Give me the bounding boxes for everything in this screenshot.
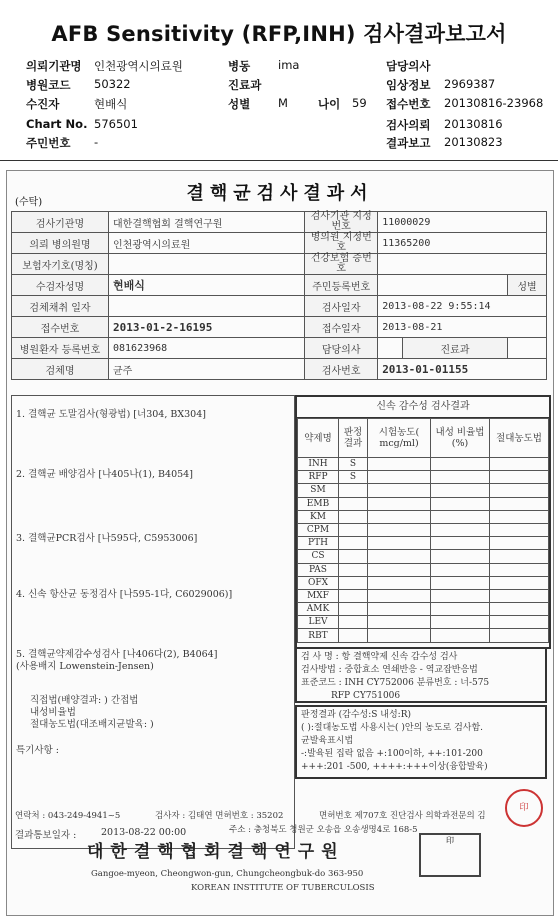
drug-result	[339, 497, 368, 510]
drug-result	[339, 563, 368, 576]
cell-value	[378, 338, 403, 359]
empty-cell	[490, 550, 549, 563]
interp-line: 균발육표시법	[301, 736, 354, 746]
drug-name: INH	[298, 458, 339, 471]
empty-cell	[368, 537, 431, 550]
cell-value: 2013-01-01155	[378, 359, 547, 380]
header-value: ima	[278, 58, 300, 72]
drug-name: OFX	[298, 576, 339, 589]
header-label: 병원코드	[26, 78, 71, 92]
empty-cell	[490, 616, 549, 629]
empty-cell	[431, 484, 490, 497]
empty-cell	[431, 458, 490, 471]
col-header: 내성 비율법(%)	[431, 419, 490, 458]
form-title: 결핵균검사결과서	[186, 183, 374, 204]
header-label: 의뢰기관명	[26, 59, 82, 73]
col-header: 판정 결과	[339, 419, 368, 458]
header-label: 접수번호	[386, 97, 431, 111]
drug-result: S	[339, 471, 368, 484]
header-value: -	[94, 135, 99, 149]
header-value: 59	[352, 96, 367, 110]
drug-result	[339, 484, 368, 497]
form-tag: (수탁)	[15, 197, 43, 208]
method-line: 검 사 명 : 항 결핵약제 신속 감수성 검사	[301, 652, 458, 662]
empty-cell	[431, 629, 490, 642]
drug-name: RBT	[298, 629, 339, 642]
empty-cell	[490, 603, 549, 616]
cell-value	[109, 254, 305, 275]
header-label: Chart No.	[26, 117, 88, 131]
header-value: 20130823	[444, 135, 503, 149]
header-value: 20130816	[444, 117, 503, 131]
cell-label: 검체채취 일자	[12, 296, 109, 317]
empty-cell	[368, 523, 431, 536]
empty-cell	[490, 629, 549, 642]
seal-stamp: 印	[505, 789, 543, 827]
cell-value: 대한결핵협회 결핵연구원	[109, 212, 305, 233]
header-label: 나이	[318, 97, 341, 111]
empty-cell	[490, 458, 549, 471]
empty-cell	[431, 497, 490, 510]
method-line: RFP CY751006	[331, 691, 401, 701]
header-value: 인천광역시의료원	[94, 59, 183, 73]
table-row	[298, 537, 549, 550]
empty-cell	[368, 563, 431, 576]
header-value: 50322	[94, 77, 131, 91]
cell-value: 2013-01-2-16195	[109, 317, 305, 338]
empty-cell	[431, 523, 490, 536]
report-title: AFB Sensitivity (RFP,INH) 검사결과보고서	[51, 22, 507, 46]
cell-label: 접수번호	[12, 317, 109, 338]
drug-result	[339, 629, 368, 642]
header-value: 576501	[94, 117, 138, 131]
scanned-report-form	[6, 170, 554, 916]
drug-name: MXF	[298, 589, 339, 602]
empty-cell	[431, 537, 490, 550]
header-value: 20130816-23968	[444, 96, 544, 110]
drug-name: PAS	[298, 563, 339, 576]
table-row	[298, 616, 549, 629]
license-text: 면허번호 제707호 진단검사 의학과전문의 김	[319, 811, 486, 821]
drug-result	[339, 589, 368, 602]
cell-value: 2013-08-22 9:55:14	[378, 296, 547, 317]
empty-cell	[368, 458, 431, 471]
empty-cell	[431, 576, 490, 589]
drug-name: AMK	[298, 603, 339, 616]
empty-cell	[368, 510, 431, 523]
drug-result	[339, 550, 368, 563]
table-row	[298, 471, 549, 484]
cell-label: 병원환자 등록번호	[12, 338, 109, 359]
cell-value: 균주	[109, 359, 305, 380]
header-label: 주민번호	[26, 136, 71, 150]
method-line: 표준코드 : INH CY752006 분류번호 : 너-575	[301, 678, 490, 688]
empty-cell	[431, 510, 490, 523]
header-label: 수진자	[26, 97, 60, 111]
interp-line: ( ):절대농도법 사용시는( )안의 농도로 검사함.	[301, 723, 484, 733]
table-row	[298, 589, 549, 602]
cell-label: 진료과	[403, 338, 508, 359]
drug-result: S	[339, 458, 368, 471]
cell-value: 인천광역시의료원	[109, 233, 305, 254]
empty-cell	[431, 603, 490, 616]
cell-label: 보험자기호(명칭)	[12, 254, 109, 275]
header-label: 병동	[228, 59, 251, 73]
drug-name: RFP	[298, 471, 339, 484]
cell-label: 주민등록번호	[305, 275, 378, 296]
english-address: Gangoe-myeon, Cheongwon-gun, Chungcheongbuk-do 363-950	[91, 869, 364, 879]
empty-cell	[368, 603, 431, 616]
cell-value	[378, 275, 508, 296]
empty-cell	[431, 616, 490, 629]
empty-cell	[431, 563, 490, 576]
col-header: 시험농도( mcg/ml)	[368, 419, 431, 458]
empty-cell	[490, 589, 549, 602]
empty-cell	[368, 550, 431, 563]
english-name: KOREAN INSTITUTE OF TUBERCULOSIS	[191, 883, 375, 893]
table-row	[298, 458, 549, 471]
empty-cell	[490, 563, 549, 576]
empty-cell	[368, 471, 431, 484]
drug-result	[339, 523, 368, 536]
cell-value	[109, 296, 305, 317]
contact-text: 연락처 : 043-249-4941~5	[15, 811, 121, 821]
drug-result	[339, 603, 368, 616]
cell-value: 081623968	[109, 338, 305, 359]
empty-cell	[368, 484, 431, 497]
empty-cell	[490, 510, 549, 523]
test-items-section	[11, 395, 295, 849]
drug-name: CS	[298, 550, 339, 563]
table-row	[298, 563, 549, 576]
empty-cell	[368, 616, 431, 629]
test-item: 직접법(배양결과: ) 간접법	[30, 695, 139, 706]
cell-value: 11000029	[378, 212, 547, 233]
empty-cell	[490, 537, 549, 550]
table-row	[298, 550, 549, 563]
interp-line: +++:201 -500, ++++:+++이상(융합발육)	[301, 762, 488, 772]
drug-name: LEV	[298, 616, 339, 629]
col-header: 절대농도법	[490, 419, 549, 458]
cell-label: 의뢰 병의원명	[12, 233, 109, 254]
drug-name: PTH	[298, 537, 339, 550]
cell-value: 2013-08-21	[378, 317, 547, 338]
cell-label: 수검자성명	[12, 275, 109, 296]
empty-cell	[431, 471, 490, 484]
empty-cell	[368, 589, 431, 602]
empty-cell	[431, 550, 490, 563]
cell-value: 11365200	[378, 233, 547, 254]
interp-line: -:발육된 집락 없음 +:100이하, ++:101-200	[301, 749, 483, 759]
drug-name: EMB	[298, 497, 339, 510]
col-header: 약제명	[298, 419, 339, 458]
test-item: 2. 결핵균 배양검사 [나405나(1), B4054]	[16, 469, 193, 480]
drug-result	[339, 576, 368, 589]
header-label: 검사의뢰	[386, 118, 431, 132]
cell-value: 현배식	[109, 275, 305, 296]
empty-cell	[490, 471, 549, 484]
report-date-label: 결과통보일자 :	[15, 830, 77, 841]
empty-cell	[368, 576, 431, 589]
cell-label: 검사번호	[305, 359, 378, 380]
sensitivity-title: 신속 감수성 검사결과	[297, 397, 549, 418]
interpretation-box	[295, 705, 547, 779]
rapid-sensitivity-box	[295, 395, 551, 649]
empty-cell	[490, 484, 549, 497]
drug-result	[339, 510, 368, 523]
empty-cell	[490, 576, 549, 589]
interp-line: 판정결과 (감수성:S 내성:R)	[301, 710, 411, 720]
empty-cell	[368, 497, 431, 510]
empty-cell	[490, 523, 549, 536]
header-label: 성별	[228, 97, 251, 111]
drug-result	[339, 537, 368, 550]
divider	[0, 160, 558, 161]
institute-name: 대한결핵협회결핵연구원	[87, 842, 345, 862]
header-label: 담당의사	[386, 59, 431, 73]
method-line: 검사방법 : 중합효소 연쇄반응 - 역교잡반응법	[301, 665, 478, 675]
drug-name: CPM	[298, 523, 339, 536]
cell-label: 성별	[508, 275, 547, 296]
test-item: 5. 결핵균약제감수성검사 [나406다(2), B4064]	[16, 649, 218, 660]
patient-info-table	[11, 211, 547, 380]
sensitivity-table	[297, 418, 549, 643]
special-notes: 특기사항 :	[16, 745, 59, 756]
header-label: 임상정보	[386, 78, 431, 92]
table-row	[298, 497, 549, 510]
test-item: (사용배지 Lowenstein-Jensen)	[16, 661, 154, 672]
empty-cell	[431, 589, 490, 602]
table-row	[298, 603, 549, 616]
cell-value	[378, 254, 547, 275]
cell-label: 병의원 지정번호	[305, 233, 378, 254]
empty-cell	[368, 629, 431, 642]
drug-result	[339, 616, 368, 629]
header-label: 진료과	[228, 78, 262, 92]
cell-label: 검체명	[12, 359, 109, 380]
cell-label: 검사일자	[305, 296, 378, 317]
cell-label: 건강보험 증번호	[305, 254, 378, 275]
official-stamp: 印	[419, 833, 481, 877]
report-date: 2013-08-22 00:00	[101, 827, 187, 838]
test-item: 3. 결핵균PCR검사 [나595다, C5953006]	[16, 533, 198, 544]
table-row	[298, 484, 549, 497]
header-info	[0, 56, 558, 152]
test-item: 1. 결핵균 도말검사(형광법) [너304, BX304]	[16, 409, 206, 420]
cell-value	[508, 338, 547, 359]
drug-name: SM	[298, 484, 339, 497]
address-text: 주소 : 충청북도 청원군 오송읍 오송생명4로 168-5	[229, 825, 418, 835]
test-item: 4. 신속 항산균 동정검사 [나595-1다, C6029006)]	[16, 589, 233, 600]
cell-label: 담당의사	[305, 338, 378, 359]
test-item: 절대농도법(대조배지균발육: )	[30, 719, 154, 730]
table-row	[298, 576, 549, 589]
table-row	[298, 523, 549, 536]
cell-label: 검사기관명	[12, 212, 109, 233]
examiner-text: 검사자 : 김태연 면허번호 : 35202	[155, 811, 284, 821]
table-row	[298, 510, 549, 523]
empty-cell	[490, 497, 549, 510]
cell-label: 검사기관 지정번호	[305, 212, 378, 233]
table-row	[298, 629, 549, 642]
drug-name: KM	[298, 510, 339, 523]
test-item: 내성비율법	[30, 707, 76, 718]
cell-label: 접수일자	[305, 317, 378, 338]
header-label: 결과보고	[386, 136, 431, 150]
header-value: 2969387	[444, 77, 496, 91]
method-box	[295, 647, 547, 703]
header-value: M	[278, 96, 288, 110]
header-value: 현배식	[94, 97, 128, 111]
